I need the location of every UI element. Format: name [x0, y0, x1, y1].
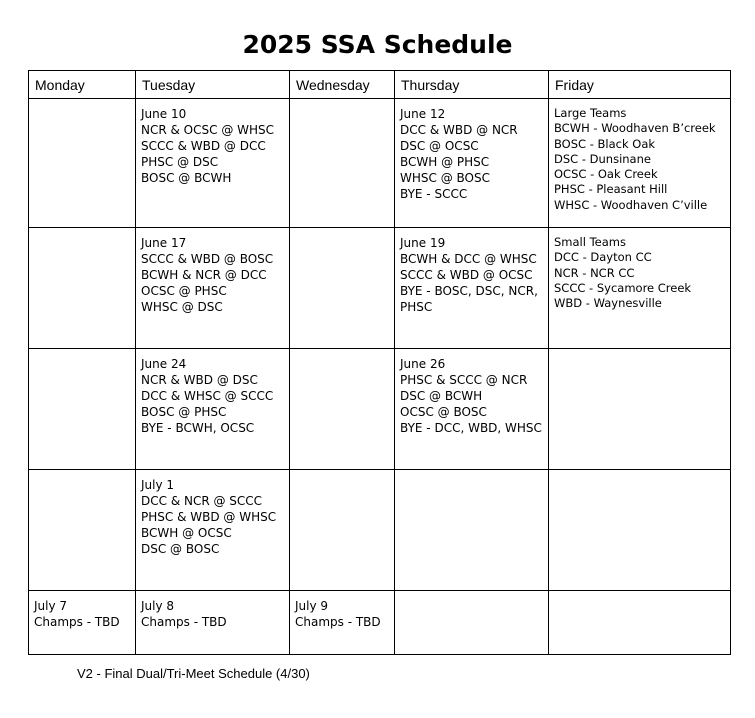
cell-line: June 26: [400, 357, 446, 371]
cell-line: June 19: [400, 236, 446, 250]
header-monday: Monday: [29, 71, 136, 99]
cell-line: OCSC @ BOSC: [400, 405, 487, 419]
cell-line: BOSC @ BCWH: [141, 171, 232, 185]
schedule-cell-monday: [29, 99, 136, 228]
schedule-cell-monday: [29, 349, 136, 470]
schedule-cell-friday: [549, 470, 731, 591]
schedule-cell-thursday: [395, 349, 549, 470]
cell-line: July 7: [34, 599, 68, 613]
cell-line: Champs - TBD: [34, 615, 120, 629]
schedule-cell-tuesday: [136, 228, 290, 349]
schedule-row: [29, 228, 731, 349]
cell-line: BCWH @ OCSC: [141, 526, 232, 540]
header-thursday: Thursday: [395, 71, 549, 99]
schedule-cell-monday: [29, 470, 136, 591]
page-title: 2025 SSA Schedule: [242, 30, 513, 59]
schedule-cell-thursday: [395, 591, 549, 655]
schedule-cell-wednesday: [290, 349, 395, 470]
schedule-cell-wednesday: [290, 228, 395, 349]
cell-line: PHSC - Pleasant Hill: [554, 182, 668, 197]
schedule-cell-monday: [29, 228, 136, 349]
cell-line: SCCC & WBD @ OCSC: [400, 268, 533, 282]
schedule-row: [29, 470, 731, 591]
schedule-cell-friday: [549, 228, 731, 349]
cell-line: Small Teams: [554, 235, 626, 249]
cell-line: DSC - Dunsinane: [554, 151, 651, 166]
schedule-cell-friday: [549, 99, 731, 228]
schedule-cell-tuesday: [136, 470, 290, 591]
cell-line: SCCC & WBD @ DCC: [141, 139, 266, 153]
schedule-cell-tuesday: [136, 591, 290, 655]
cell-line: PHSC @ DSC: [141, 155, 219, 169]
header-friday: Friday: [549, 71, 731, 99]
cell-line: Large Teams: [554, 106, 627, 120]
cell-line: PHSC: [400, 300, 433, 314]
cell-line: BOSC @ PHSC: [141, 405, 227, 419]
cell-line: WBD - Waynesville: [554, 296, 662, 311]
cell-line: DSC @ OCSC: [400, 139, 479, 153]
schedule-cell-thursday: [395, 470, 549, 591]
footer-note: V2 - Final Dual/Tri-Meet Schedule (4/30): [77, 666, 310, 681]
schedule-cell-wednesday: [290, 470, 395, 591]
schedule-cell-wednesday: [290, 591, 395, 655]
schedule-table: [28, 70, 731, 655]
cell-line: June 17: [141, 236, 187, 250]
schedule-cell-tuesday: [136, 349, 290, 470]
schedule-row: [29, 349, 731, 470]
cell-line: OCSC @ PHSC: [141, 284, 227, 298]
cell-line: OCSC - Oak Creek: [554, 167, 658, 182]
schedule-row: [29, 99, 731, 228]
cell-line: June 12: [400, 107, 446, 121]
cell-line: BCWH @ PHSC: [400, 155, 490, 169]
schedule-cell-friday: [549, 349, 731, 470]
schedule-cell-friday: [549, 591, 731, 655]
cell-line: BCWH & NCR @ DCC: [141, 268, 267, 282]
cell-line: BYE - SCCC: [400, 187, 468, 201]
schedule-cell-wednesday: [290, 99, 395, 228]
schedule-cell-tuesday: [136, 99, 290, 228]
cell-line: NCR & WBD @ DSC: [141, 373, 258, 387]
cell-line: DSC @ BCWH: [400, 389, 483, 403]
cell-line: Champs - TBD: [295, 615, 381, 629]
schedule-cell-thursday: [395, 228, 549, 349]
cell-line: WHSC - Woodhaven C’ville: [554, 197, 708, 212]
cell-line: SCCC & WBD @ BOSC: [141, 252, 274, 266]
cell-line: BYE - BOSC, DSC, NCR,: [400, 284, 538, 298]
cell-line: BYE - BCWH, OCSC: [141, 421, 255, 435]
cell-line: PHSC & SCCC @ NCR: [400, 373, 528, 387]
cell-line: DCC - Dayton CC: [554, 250, 652, 265]
cell-line: BCWH & DCC @ WHSC: [400, 252, 537, 266]
cell-line: PHSC & WBD @ WHSC: [141, 510, 277, 524]
cell-line: DCC & WHSC @ SCCC: [141, 389, 274, 403]
cell-line: July 9: [295, 599, 329, 613]
schedule-cell-thursday: [395, 99, 549, 228]
cell-line: BCWH - Woodhaven B’creek: [554, 121, 716, 136]
header-wednesday: Wednesday: [290, 71, 395, 99]
cell-line: SCCC - Sycamore Creek: [554, 280, 692, 295]
cell-line: June 24: [141, 357, 187, 371]
cell-line: WHSC @ BOSC: [400, 171, 490, 185]
cell-line: July 8: [141, 599, 175, 613]
header-tuesday: Tuesday: [136, 71, 290, 99]
cell-line: July 1: [141, 478, 175, 492]
cell-line: DCC & WBD @ NCR: [400, 123, 518, 137]
cell-line: WHSC @ DSC: [141, 300, 223, 314]
cell-line: DCC & NCR @ SCCC: [141, 494, 263, 508]
cell-line: NCR & OCSC @ WHSC: [141, 123, 275, 137]
header-row: [29, 71, 731, 99]
cell-line: DSC @ BOSC: [141, 542, 220, 556]
cell-line: BYE - DCC, WBD, WHSC: [400, 421, 542, 435]
cell-line: NCR - NCR CC: [554, 265, 635, 280]
cell-line: June 10: [141, 107, 187, 121]
cell-line: BOSC - Black Oak: [554, 136, 656, 151]
schedule-row: [29, 591, 731, 655]
schedule-cell-monday: [29, 591, 136, 655]
cell-line: Champs - TBD: [141, 615, 227, 629]
